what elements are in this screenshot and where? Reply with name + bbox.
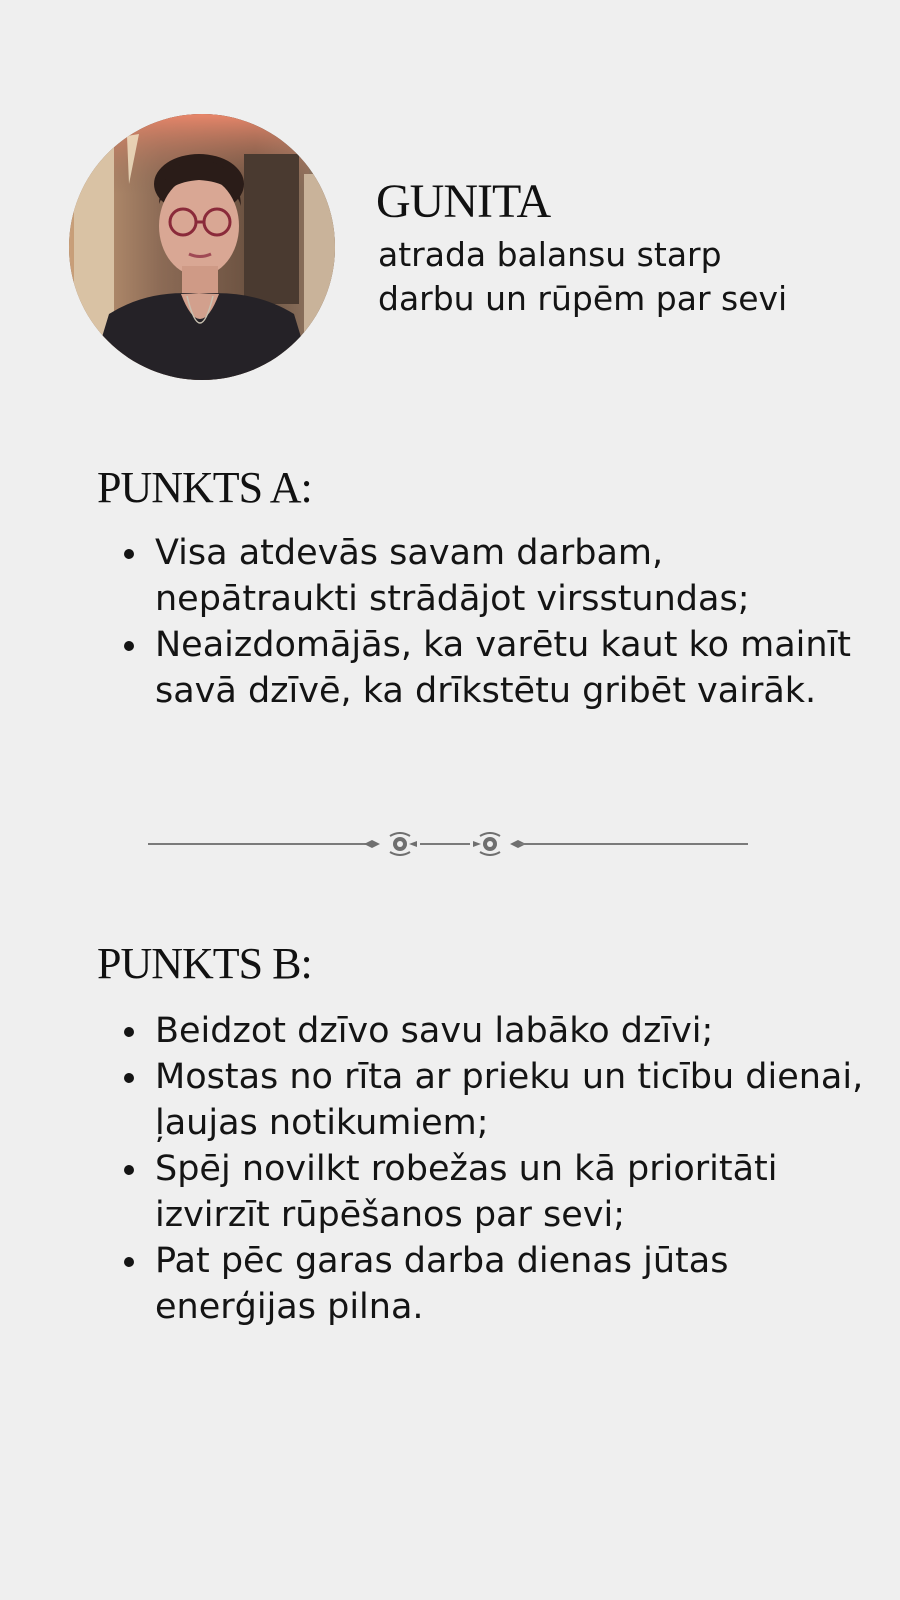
bullet-icon: [124, 549, 134, 559]
list-item: [97, 1054, 877, 1146]
list-item: [97, 1146, 877, 1238]
list-item: [97, 1008, 877, 1054]
profile-description-line: darbu un rūpēm par sevi: [378, 279, 788, 318]
bullet-icon: [124, 641, 134, 651]
list-item-text: Mostas no rīta ar prieku un ticību dienai, ļaujas notikumiem;: [155, 1057, 864, 1143]
list-item-text: Neaizdomājās, ka varētu kaut ko mainīt savā dzīvē, ka drīkstētu gribēt vairāk.: [155, 625, 852, 711]
bullet-icon: [124, 1165, 134, 1175]
list-item-text: Beidzot dzīvo savu labāko dzīvi;: [155, 1011, 714, 1051]
list-item: [97, 622, 877, 714]
bullet-icon: [124, 1257, 134, 1267]
list-item-text: Pat pēc garas darba dienas jūtas enerģijas pilna.: [155, 1241, 729, 1327]
profile-description: [378, 233, 878, 321]
profile-name: GUNITA: [376, 175, 551, 228]
list-item-text: Visa atdevās savam darbam, nepātraukti strādājot virsstundas;: [155, 533, 750, 619]
portrait-photo-icon: [69, 114, 335, 380]
profile-description-line: atrada balansu starp: [378, 235, 722, 274]
section-b-heading: PUNKTS B:: [97, 939, 312, 988]
bullet-icon: [124, 1073, 134, 1083]
list-item: [97, 530, 877, 622]
section-a-list: [97, 530, 877, 714]
profile-avatar: [69, 114, 335, 380]
list-item: [97, 1238, 877, 1330]
list-item-text: Spēj novilkt robežas un kā prioritāti izvirzīt rūpēšanos par sevi;: [155, 1149, 778, 1235]
section-a-heading: PUNKTS A:: [97, 463, 312, 512]
ornamental-divider-icon: [148, 832, 748, 856]
bullet-icon: [124, 1027, 134, 1037]
section-b-list: [97, 1008, 877, 1330]
